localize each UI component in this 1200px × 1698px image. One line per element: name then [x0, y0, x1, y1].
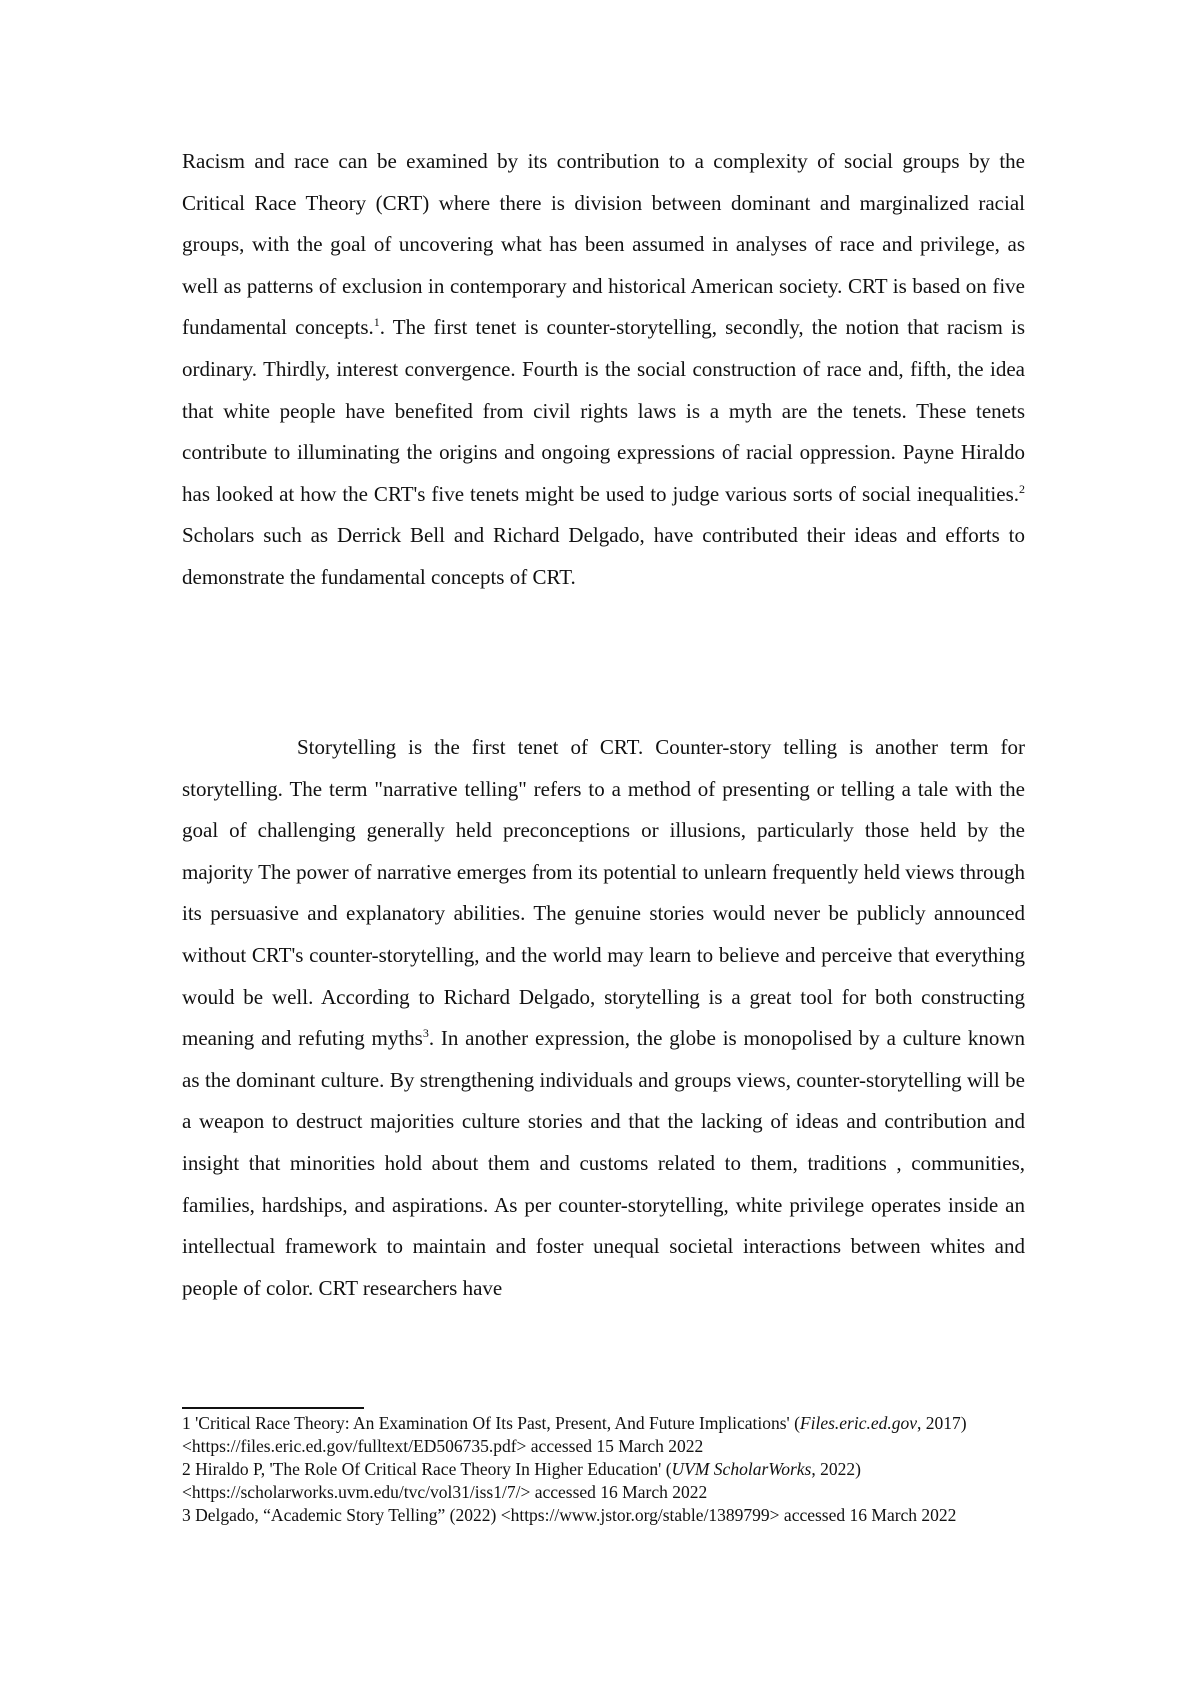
footnote-reference[interactable]: 2 [1019, 481, 1025, 496]
footnote-1 [182, 1412, 1042, 1458]
footnote-link-text[interactable]: 3 Delgado, “Academic Story Telling” (2022) <https://www.jstor.org/stable/1389799> accessed 16 March 2022 [182, 1505, 957, 1525]
footnote-reference[interactable]: 3 [422, 1026, 429, 1041]
paragraph-text: Scholars such as Derrick Bell and Richard Delgado, have contributed their ideas and efforts to demonstrate the fundamental concepts of CRT. [182, 523, 1025, 589]
footnote-link-text[interactable]: , 2022) <https://scholarworks.uvm.edu/tvc/vol31/iss1/7/> accessed 16 March 2022 [182, 1459, 861, 1502]
footnote-text: 2 Hiraldo P, 'The Role Of Critical Race Theory In Higher Education' ( [182, 1459, 672, 1479]
footnote-text: 1 'Critical Race Theory: An Examination Of Its Past, Present, And Future Implications' ( [182, 1413, 800, 1433]
paragraph-text: . The first tenet is counter-storytelling, secondly, the notion that racism is ordinary. Thirdly, interest convergence. Fourth is the social construction of race and, fifth, the idea that white people have benefited from civil rights laws is a myth are the tenets. These tenets contribute to illuminating the origins and ongoing expressions of racial oppression. Payne Hiraldo has looked at how the CRT's five tenets might be used to judge various sorts of social inequalities. [182, 315, 1025, 506]
paragraph-crt-introduction [182, 141, 1025, 599]
paragraph-text: Racism and race can be examined by its contribution to a complexity of social groups by the Critical Race Theory (CRT) where there is division between dominant and marginalized racial groups, with the goal of uncovering what has been assumed in analyses of race and privilege, as well as patterns of exclusion in contemporary and historical American society. CRT is based on five fundamental concepts. [182, 149, 1025, 340]
footnote-3 [182, 1504, 1042, 1527]
footnote-source-title: Files.eric.ed.gov [799, 1413, 918, 1433]
footnote-separator [182, 1407, 364, 1409]
footnote-2 [182, 1458, 1042, 1504]
paragraph-text: Storytelling is the first tenet of CRT. Counter-story telling is another term for storytelling. The term "narrative telling" refers to a method of presenting or telling a tale with the goal of challenging generally held preconceptions or illusions, particularly those held by the majority The power of narrative emerges from its potential to unlearn frequently held views through its persuasive and explanatory abilities. The genuine stories would never be publicly announced without CRT's counter-storytelling, and the world may learn to believe and perceive that everything would be well. According to Richard Delgado, storytelling is a great tool for both constructing meaning and refuting myths [182, 735, 1025, 1051]
footnote-source-title: UVM ScholarWorks [671, 1459, 812, 1479]
footnote-link-text[interactable]: , 2017) <https://files.eric.ed.gov/fulltext/ED506735.pdf> accessed 15 March 2022 [182, 1413, 967, 1456]
footnotes [182, 1412, 1042, 1527]
paragraph-text: . In another expression, the globe is monopolised by a culture known as the dominant culture. By strengthening individuals and groups views, counter-storytelling will be a weapon to destruct majorities culture stories and that the lacking of ideas and contribution and insight that minorities hold about them and customs related to them, traditions , communities, families, hardships, and aspirations. As per counter-storytelling, white privilege operates inside an intellectual framework to maintain and foster unequal societal interactions between whites and people of color. CRT researchers have [182, 1026, 1025, 1300]
footnote-reference[interactable]: 1 [373, 315, 380, 330]
paragraph-storytelling [182, 727, 1025, 1309]
